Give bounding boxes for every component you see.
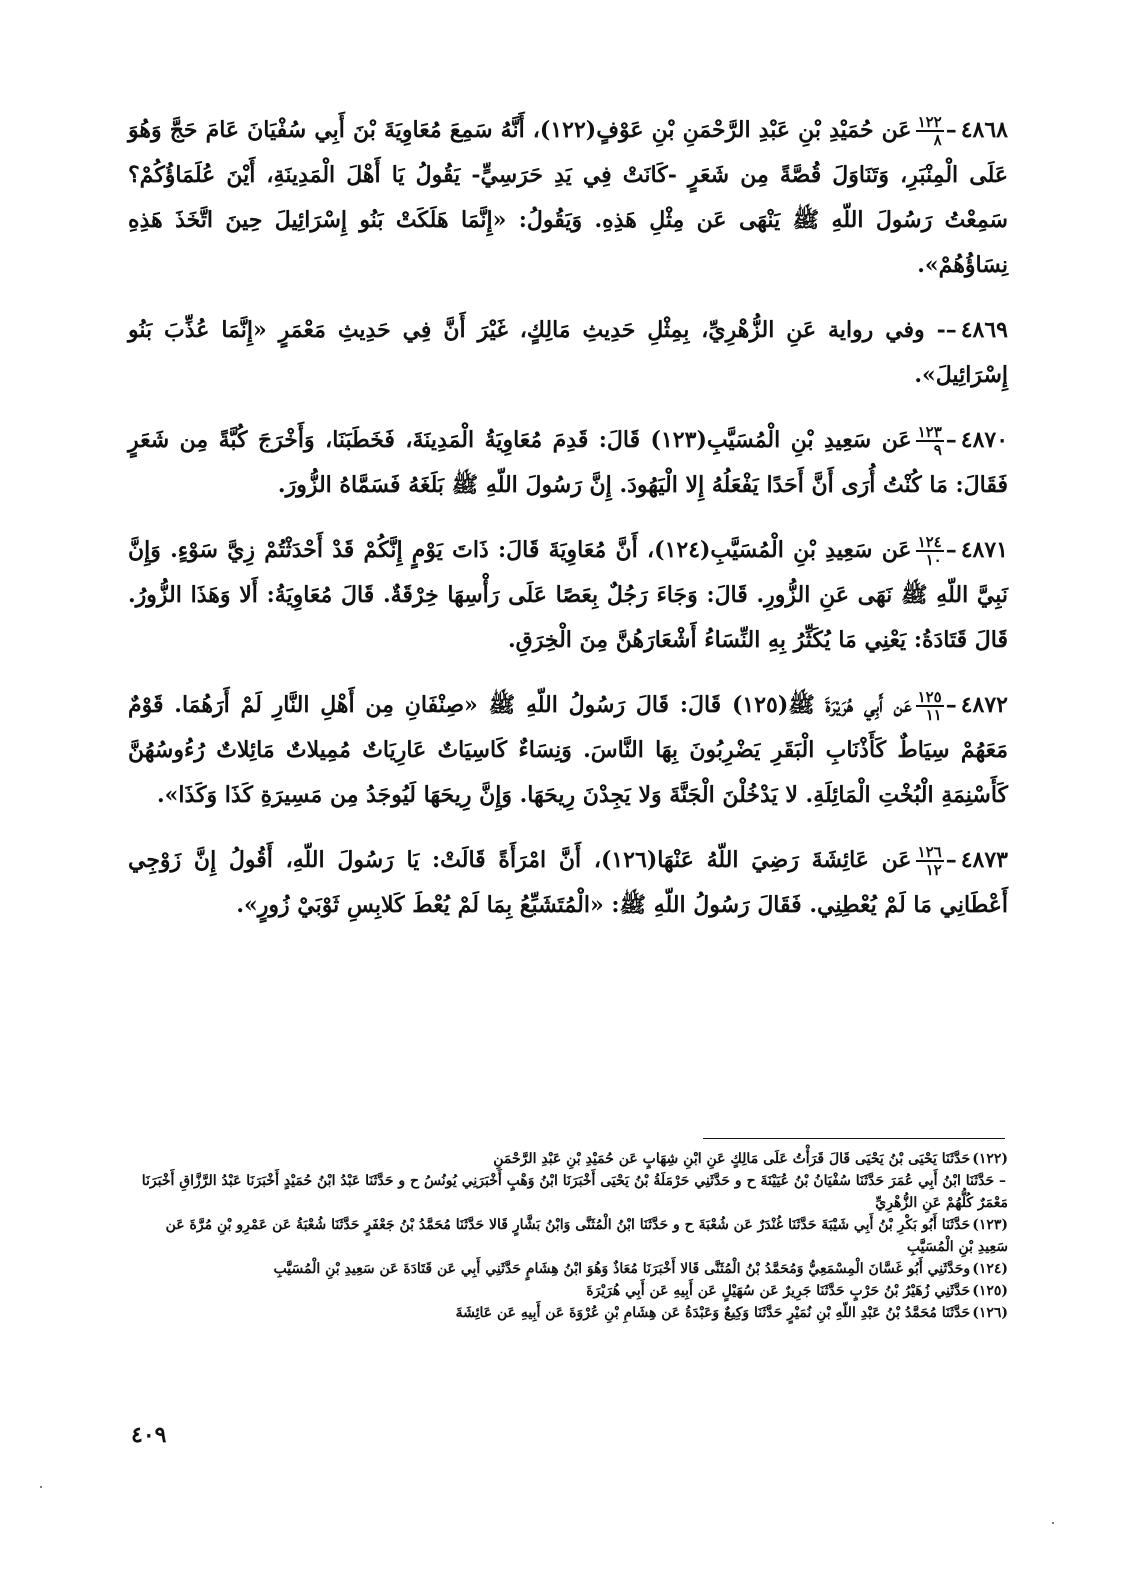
hadith-number: ٤٨٧٢ [960,692,1008,718]
hadith-text: عَن سَعِيدِ بْنِ الْمُسَيَّبِ(١٢٤)، أَنَّ مُعَاوِيَةَ قَالَ: ذَاتَ يَوْمٍ إِنَّكُمْ قَدْ أَحْدَثْتُمْ زِيَّ سَوْءٍ. وَإِنَّ نَبِيَّ اللّهِ ﷺ نَهَى عَنِ الزُّورِ. قَالَ: وَجَاءَ رَجُلٌ بِعَصًا عَلَى رَأْسِهَا خِرْقَةٌ. قَالَ مُعَاوِيَةُ: أَلا وَهَذَا الزُّورُ. قَالَ قَتَادَةُ: يَعْنِي مَا يُكَثِّرُ بِهِ النِّسَاءُ أَشْعَارَهُنَّ مِنَ الْخِرَقِ. [128,537,1009,653]
footnote-126: (١٢٦)حَدَّثَنَا مُحَمَّدُ بْنُ عَبْدِ اللّهِ بْنِ نُمَيْرٍ حَدَّثَنَا وَكِيعٌ وَعَبْدَةُ عَن هِشَامِ بْنِ عُرْوَةَ عَن أَبِيهِ عَن عَائِشَةَ [455,1305,1008,1321]
footnote-divider [703,1138,1005,1139]
hadith-number: ٤٨٧٣ [960,847,1008,873]
scan-speck [1052,1522,1054,1524]
hadith-fraction: $\frac{١٢٥}{١١}$ [917,688,942,724]
hadith-text: عَن سَعِيدِ بْنِ الْمُسَيَّبِ(١٢٣) قَالَ: قَدِمَ مُعَاوِيَةُ الْمَدِينَةَ، فَخَطَبَنَا، وَأَخْرَجَ كُبَّةً مِن شَعَرٍ فَقَالَ: مَا كُنْتُ أُرَى أَنَّ أَحَدًا يَفْعَلُهُ إِلا الْيَهُودَ. إِنَّ رَسُولَ اللّهِ ﷺ بَلَغَهُ فَسَمَّاهُ الزُّورَ. [128,427,1008,498]
hadith-text: عَن حُمَيْدِ بْنِ عَبْدِ الرَّحْمَنِ بْنِ عَوْفٍ(١٢٢)، أَنَّهُ سَمِعَ مُعَاوِيَةَ بْنَ أَبِي سُفْيَانَ عَامَ حَجَّ وَهُوَ عَلَى الْمِنْبَرِ، وَتَنَاوَلَ قُصَّةً مِن شَعَرٍ -كَانَتْ فِي يَدِ حَرَسِيٍّ- يَقُولُ يَا أَهْلَ الْمَدِينَةِ، أَيْنَ عُلَمَاؤُكُمْ؟ سَمِعْتُ رَسُولَ اللّهِ ﷺ يَنْهَى عَن مِثْلِ هَذِهِ. وَيَقُولُ: «إِنَّمَا هَلَكَتْ بَنُو إِسْرَائِيلَ حِينَ اتَّخَذَ هَذِهِ نِسَاؤُهُمْ». [128,117,1008,278]
hadith-4869: ٤٨٦٩–- وفي رواية عَنِ الزُّهْرِيِّ، بِمِثْلِ حَدِيثِ مَالِكٍ، غَيْرَ أَنَّ فِي حَدِيثِ مَعْمَرٍ «إِنَّمَا عُذِّبَ بَنُو إِسْرَائِيلَ». [128,317,1008,388]
hadith-4873: ٤٨٧٣– $\frac{١٢٦}{١٢}$ عَن عَائِشَةَ رَضِيَ اللّهُ عَنْهَا(١٢٦)، أَنَّ امْرَأَةً قَالَتْ: يَا رَسُولَ اللّهِ، أَقُولُ إِنَّ زَوْجِي أَعْطَانِي مَا لَمْ يُعْطِنِي. فَقَالَ رَسُولُ اللّهِ ﷺ: «الْمُتَشَبِّعُ بِمَا لَمْ يُعْطَ كَلابِسِ ثَوْبَيْ زُورٍ». [128,843,1008,918]
hadith-4868: ٤٨٦٨– $\frac{١٢٢}{٨}$ عَن حُمَيْدِ بْنِ عَبْدِ الرَّحْمَنِ بْنِ عَوْفٍ(١٢٢)، أَنَّهُ سَمِعَ مُعَاوِيَةَ بْنَ أَبِي سُفْيَانَ عَامَ حَجَّ وَهُوَ عَلَى الْمِنْبَرِ، وَتَنَاوَلَ قُصَّةً مِن شَعَرٍ -كَانَتْ فِي يَدِ حَرَسِيٍّ- يَقُولُ يَا أَهْلَ الْمَدِينَةِ، أَيْنَ عُلَمَاؤُكُمْ؟ سَمِعْتُ رَسُولَ اللّهِ ﷺ يَنْهَى عَن مِثْلِ هَذِهِ. وَيَقُولُ: «إِنَّمَا هَلَكَتْ بَنُو إِسْرَائِيلَ حِينَ اتَّخَذَ هَذِهِ نِسَاؤُهُمْ». [128,113,1008,278]
hadith-4872: ٤٨٧٢– $\frac{١٢٥}{١١}$ عَن أَبِي هُرَيْرَةَ ﷺ(١٢٥) قَالَ: قَالَ رَسُولُ اللّهِ ﷺ «صِنْفَانِ مِن أَهْلِ النَّارِ لَمْ أَرَهُمَا. قَوْمٌ مَعَهُمْ سِيَاطٌ كَأَذْنَابِ الْبَقَرِ يَضْرِبُونَ بِهَا النَّاسَ. وَنِسَاءٌ كَاسِيَاتٌ عَارِيَاتٌ مُمِيلاتٌ مَائِلاتٌ رُءُوسُهُنَّ كَأَسْنِمَةِ الْبُخْتِ الْمَائِلَةِ. لا يَدْخُلْنَ الْجَنَّةَ وَلا يَجِدْنَ رِيحَهَا. وَإِنَّ رِيحَهَا لَيُوجَدُ مِن مَسِيرَةِ كَذَا وَكَذَا». [128,688,1008,808]
footnote-123: (١٢٣)حَدَّثَنَا أَبُو بَكْرِ بْنُ أَبِي شَيْبَةَ حَدَّثَنَا غُنْدَرٌ عَن شُعْبَةَ ح و حَدَّثَنَا ابْنُ الْمُثَنَّى وَابْنُ بَشَّارٍ قَالا حَدَّثَنَا مُحَمَّدُ بْنُ جَعْفَرٍ حَدَّثَنَا شُعْبَةُ عَن عَمْرِو بْنِ مُرَّةَ عَن سَعِيدِ بْنِ الْمُسَيَّبِ [165,1217,1008,1255]
hadith-4871: ٤٨٧١– $\frac{١٢٤}{١٠}$ عَن سَعِيدِ بْنِ الْمُسَيَّبِ(١٢٤)، أَنَّ مُعَاوِيَةَ قَالَ: ذَاتَ يَوْمٍ إِنَّكُمْ قَدْ أَحْدَثْتُمْ زِيَّ سَوْءٍ. وَإِنَّ نَبِيَّ اللّهِ ﷺ نَهَى عَنِ الزُّورِ. قَالَ: وَجَاءَ رَجُلٌ بِعَصًا عَلَى رَأْسِهَا خِرْقَةٌ. قَالَ مُعَاوِيَةُ: أَلا وَهَذَا الزُّورُ. قَالَ قَتَادَةُ: يَعْنِي مَا يُكَثِّرُ بِهِ النِّسَاءُ أَشْعَارَهُنَّ مِنَ الْخِرَقِ. [128,533,1009,653]
footnotes [132,1148,1008,1324]
hadith-fraction: $\frac{١٢٤}{١٠}$ [917,533,942,569]
footnote-122: (١٢٢)حَدَّثَنَا يَحْيَى بْنُ يَحْيَى قَالَ قَرَأْتُ عَلَى مَالِكٍ عَنِ ابْنِ شِهَابٍ عَن حُمَيْدِ بْنِ عَبْدِ الرَّحْمَنِ [493,1151,1008,1167]
hadith-number: ٤٨٧١ [960,537,1008,563]
hadith-4870: ٤٨٧٠– $\frac{١٢٣}{٩}$ عَن سَعِيدِ بْنِ الْمُسَيَّبِ(١٢٣) قَالَ: قَدِمَ مُعَاوِيَةُ الْمَدِينَةَ، فَخَطَبَنَا، وَأَخْرَجَ كُبَّةً مِن شَعَرٍ فَقَالَ: مَا كُنْتُ أُرَى أَنَّ أَحَدًا يَفْعَلُهُ إِلا الْيَهُودَ. إِنَّ رَسُولَ اللّهِ ﷺ بَلَغَهُ فَسَمَّاهُ الزُّورَ. [128,423,1009,498]
hadith-fraction: $\frac{١٢٦}{١٢}$ [917,843,942,879]
hadith-text: عَن عَائِشَةَ رَضِيَ اللّهُ عَنْهَا(١٢٦)، أَنَّ امْرَأَةً قَالَتْ: يَا رَسُولَ اللّهِ، أَقُولُ إِنَّ زَوْجِي أَعْطَانِي مَا لَمْ يُعْطِنِي. فَقَالَ رَسُولُ اللّهِ ﷺ: «الْمُتَشَبِّعُ بِمَا لَمْ يُعْطَ كَلابِسِ ثَوْبَيْ زُورٍ». [128,847,1008,918]
hadith-number: ٤٨٦٩ [960,317,1008,343]
footnote-124: (١٢٤)وحَدَّثَنِي أَبُو غَسَّانَ الْمِسْمَعِيُّ وَمُحَمَّدُ بْنُ الْمُثَنَّى قَالا أَخْبَرَنَا مُعَاذٌ وَهُوَ ابْنُ هِشَامٍ حَدَّثَنِي أَبِي عَن قَتَادَةَ عَن سَعِيدِ بْنِ الْمُسَيَّبِ [273,1261,1008,1277]
footnote-122-continued: – حَدَّثَنَا ابْنُ أَبِي عُمَرَ حَدَّثَنَا سُفْيَانُ بْنُ عُيَيْنَةَ ح و حَدَّثَنِي حَرْمَلَةُ بْنُ يَحْيَى أَخْبَرَنَا ابْنُ وَهْبٍ أَخْبَرَنِي يُونُسُ ح و حَدَّثَنَا عَبْدُ ابْنُ حُمَيْدٍ أَخْبَرَنَا عَبْدُ الرَّزَّاقِ أَخْبَرَنَا مَعْمَرٌ كُلُّهُمْ عَنِ الزُّهْرِيِّ [141,1173,1008,1211]
hadith-number: ٤٨٦٨ [960,117,1008,143]
footnote-125: (١٢٥)حَدَّثَنِي زُهَيْرُ بْنُ حَرْبٍ حَدَّثَنَا جَرِيرٌ عَن سُهَيْلٍ عَن أَبِيهِ عَن أَبِي هُرَيْرَةَ [586,1283,1008,1299]
hadith-text: عَن أَبِي هُرَيْرَةَ ﷺ(١٢٥) قَالَ: قَالَ رَسُولُ اللّهِ ﷺ «صِنْفَانِ مِن أَهْلِ النَّارِ لَمْ أَرَهُمَا. قَوْمٌ مَعَهُمْ سِيَاطٌ كَأَذْنَابِ الْبَقَرِ يَضْرِبُونَ بِهَا النَّاسَ. وَنِسَاءٌ كَاسِيَاتٌ عَارِيَاتٌ مُمِيلاتٌ مَائِلاتٌ رُءُوسُهُنَّ كَأَسْنِمَةِ الْبُخْتِ الْمَائِلَةِ. لا يَدْخُلْنَ الْجَنَّةَ وَلا يَجِدْنَ رِيحَهَا. وَإِنَّ رِيحَهَا لَيُوجَدُ مِن مَسِيرَةِ كَذَا وَكَذَا». [128,692,1008,808]
scan-speck [40,1486,42,1488]
hadith-fraction: $\frac{١٢٣}{٩}$ [917,423,942,459]
hadith-fraction: $\frac{١٢٢}{٨}$ [917,113,942,149]
hadith-text: - وفي رواية عَنِ الزُّهْرِيِّ، بِمِثْلِ حَدِيثِ مَالِكٍ، غَيْرَ أَنَّ فِي حَدِيثِ مَعْمَرٍ «إِنَّمَا عُذِّبَ بَنُو إِسْرَائِيلَ». [128,317,1008,388]
hadith-number: ٤٨٧٠ [960,427,1009,453]
page-number: ٤٠٩ [131,1422,167,1448]
hadith-list [128,108,1008,948]
